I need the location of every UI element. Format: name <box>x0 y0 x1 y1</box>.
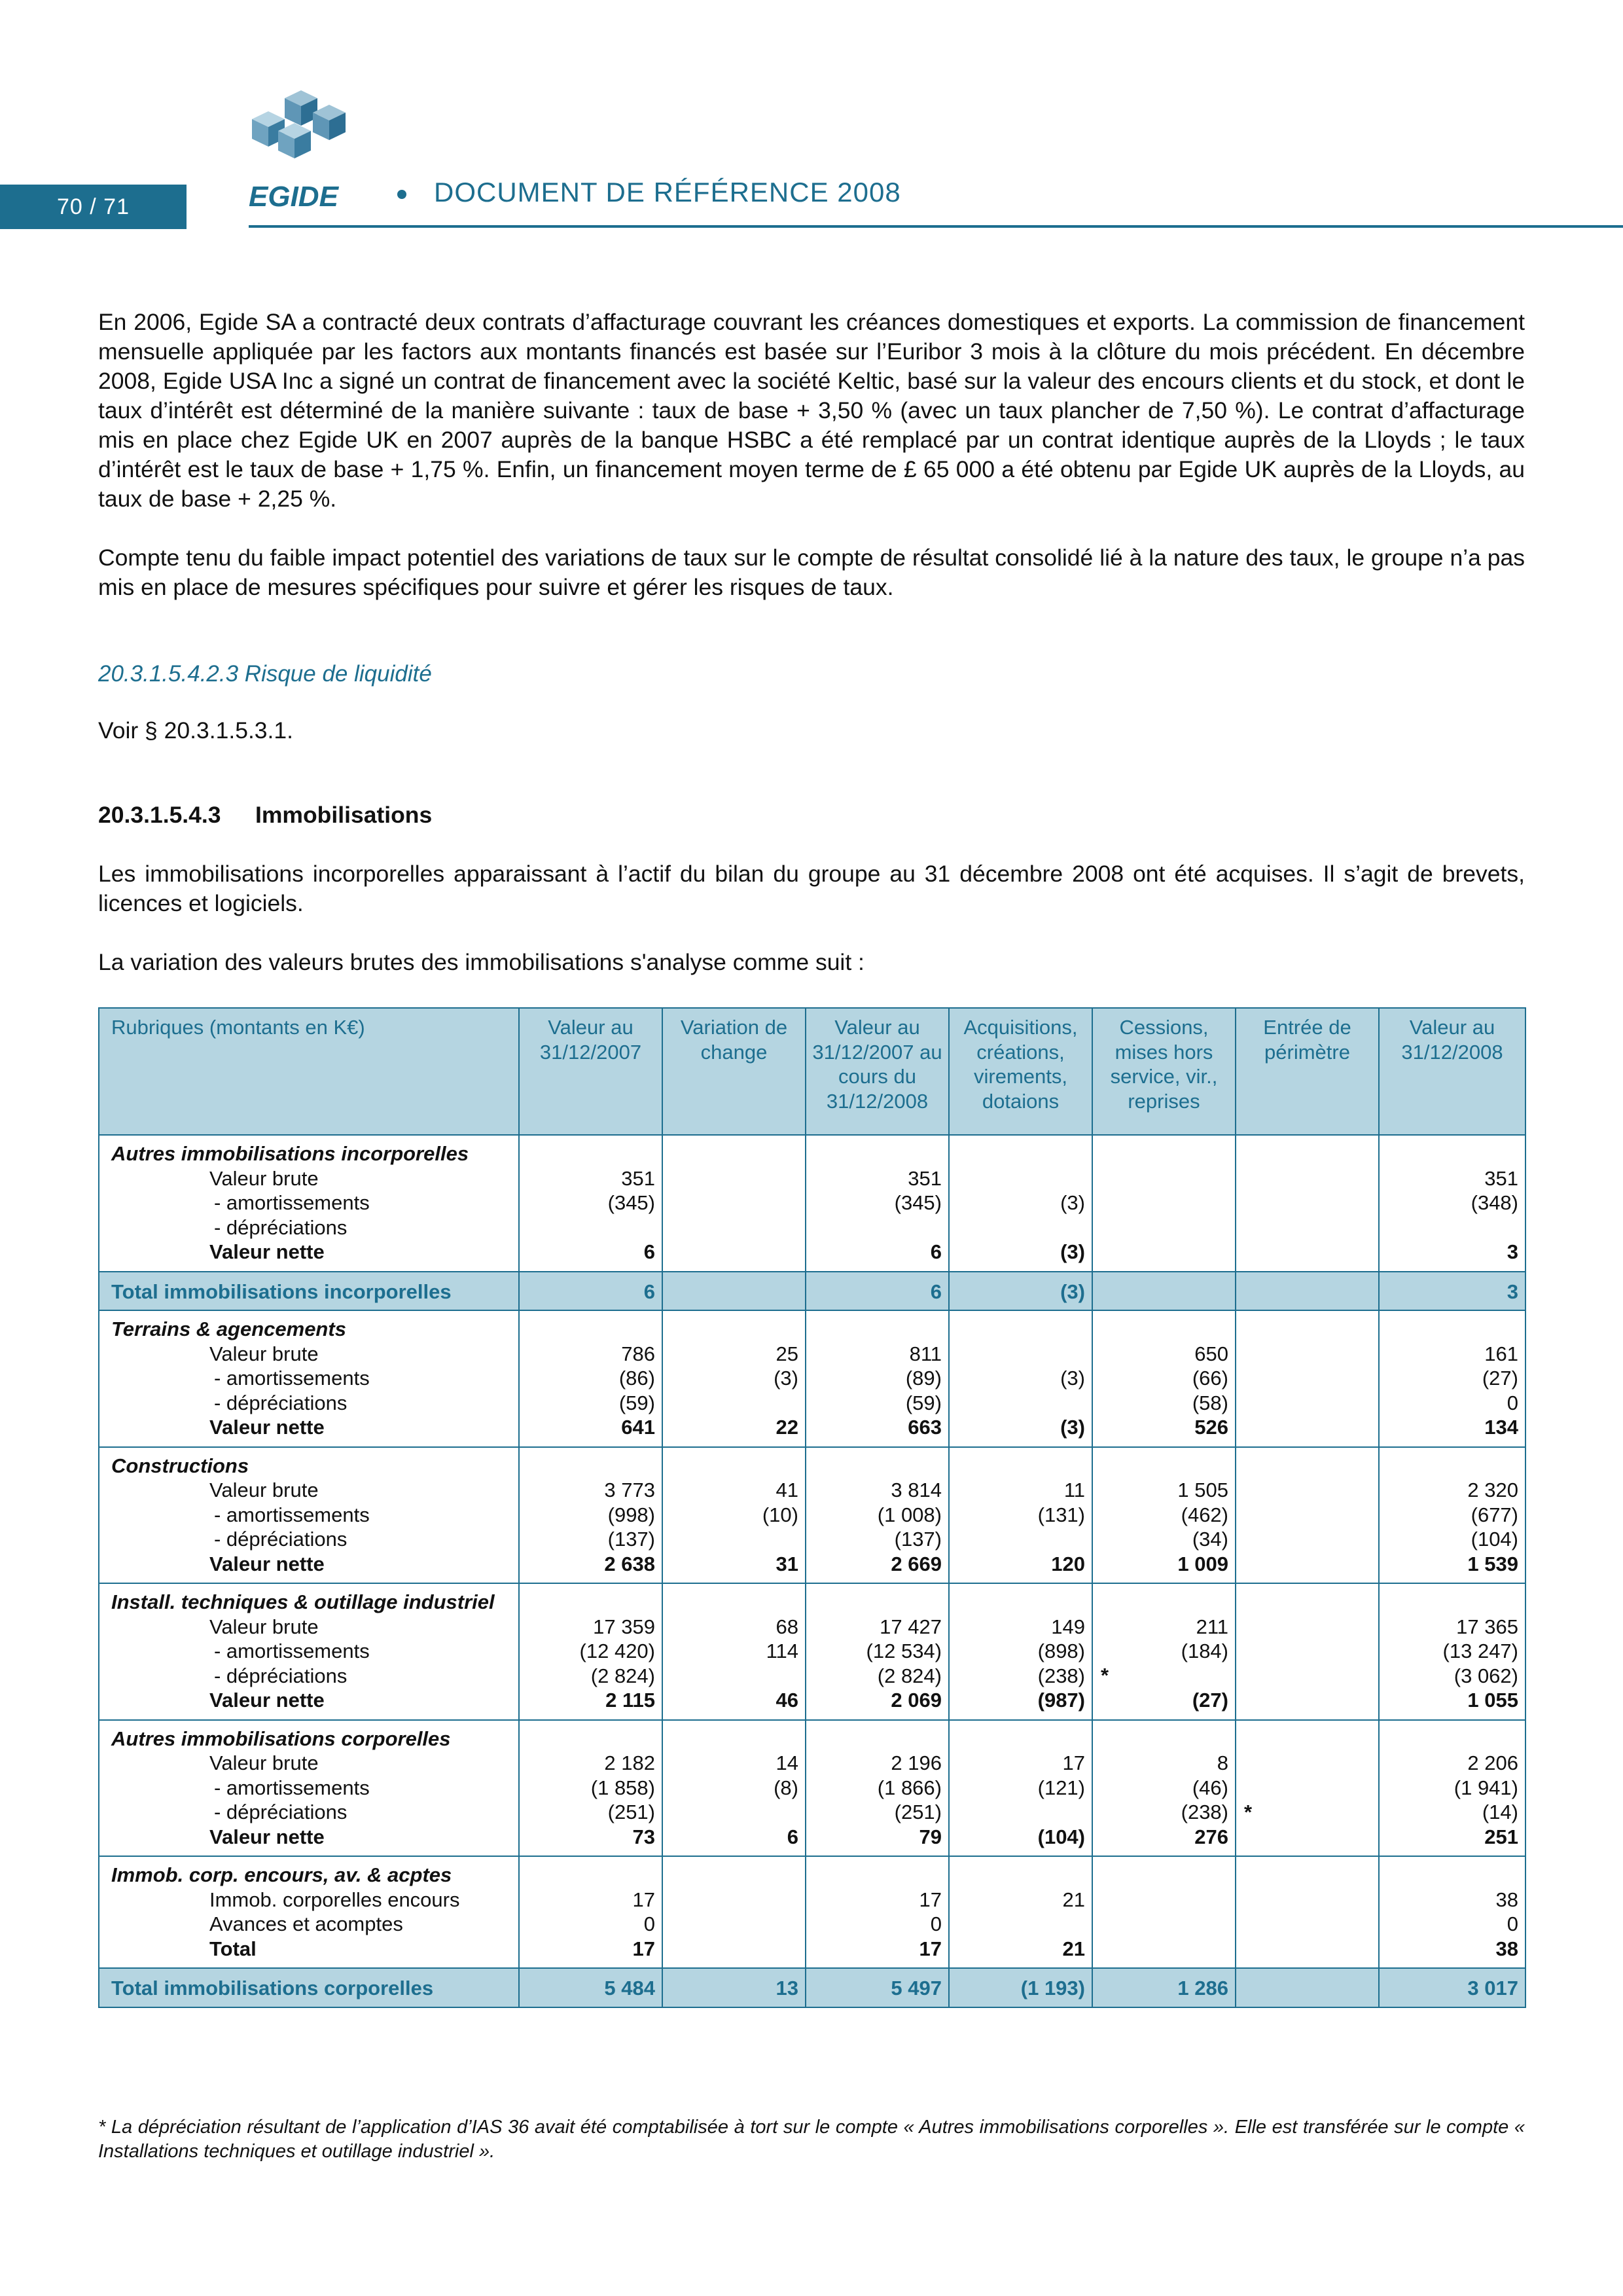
value-cell: * 211 (184) (27) <box>1092 1583 1236 1720</box>
total-label: Total immobilisations incorporelles <box>99 1272 519 1311</box>
total-value: 5 484 <box>519 1968 662 2007</box>
row-label-cell <box>99 1856 519 1968</box>
value-cell: 2 182 (1 858) (251) 73 <box>519 1720 662 1857</box>
total-value: (3) <box>949 1272 1092 1311</box>
value-cell: 3 773 (998) (137) 2 638 <box>519 1447 662 1584</box>
value-cell: 2 320 (677) (104) 1 539 <box>1379 1447 1525 1584</box>
value-cell: 17 0 17 <box>519 1856 662 1968</box>
total-value: 6 <box>806 1272 949 1311</box>
value-cell: 2 206 (1 941) (14) 251 <box>1379 1720 1525 1857</box>
column-header: Acquisitions, créations, virements, dotaions <box>949 1008 1092 1135</box>
column-header: Rubriques (montants en K€) <box>99 1008 519 1135</box>
column-header: Variation de change <box>662 1008 806 1135</box>
value-cell: 351 (345) 6 <box>806 1135 949 1272</box>
section-heading <box>98 802 1525 829</box>
value-cell <box>1092 1856 1236 1968</box>
header-rule <box>249 225 1623 228</box>
table-row <box>99 1447 1525 1584</box>
total-value: 13 <box>662 1968 806 2007</box>
row-label-cell <box>99 1310 519 1447</box>
total-value: (1 193) <box>949 1968 1092 2007</box>
value-cell <box>662 1856 806 1968</box>
value-cell <box>1236 1856 1379 1968</box>
value-cell: 25 (3) 22 <box>662 1310 806 1447</box>
paragraph-variation: La variation des valeurs brutes des immobilisations s'analyse comme suit : <box>98 949 865 975</box>
paragraph-affacturage: En 2006, Egide SA a contracté deux contrats d’affacturage couvrant les créances domestiques et exports. La commission de financement mensuelle appliquée par les factors aux montants financés est basée sur l’Euribor 3 mois à la clôture du mois précédent. En décembre 2008, Egide USA Inc a signé un contrat de financement avec la société Keltic, basé sur la valeur des encours clients et du stock, et dont le taux d’intérêt est déterminé de la manière suivante : taux de base + 3,50 % (avec un taux plancher de 7,50 %). Le contrat d’affacturage mis en place chez Egide UK en 2007 auprès de la banque HSBC a été remplacé par un contrat identique auprès de la Lloyds ; le taux d’intérêt est le taux de base + 1,75 %. Enfin, un financement moyen terme de £ 65 000 a été obtenu par Egide UK auprès de la Lloyds, au taux de base + 2,25 %. <box>98 309 1525 512</box>
line-label: Valeur nette <box>209 1416 325 1439</box>
value-cell: 161 (27) 0 134 <box>1379 1310 1525 1447</box>
value-cell <box>1236 1135 1379 1272</box>
value-cell: 11 (131) 120 <box>949 1447 1092 1584</box>
document-title: DOCUMENT DE RÉFÉRENCE 2008 <box>434 177 901 207</box>
line-label: - amortissements <box>214 1503 370 1526</box>
header-bullet <box>397 190 406 199</box>
line-label: Valeur nette <box>209 1689 325 1712</box>
value-cell: 8 (46) (238) 276 <box>1092 1720 1236 1857</box>
column-header: Cessions, mises hors service, vir., reprises <box>1092 1008 1236 1135</box>
table-row <box>99 1583 1525 1720</box>
line-label: - amortissements <box>214 1640 370 1662</box>
row-label-cell <box>99 1583 519 1720</box>
line-label: Avances et acomptes <box>209 1912 403 1935</box>
column-header: Valeur au 31/12/2008 <box>1379 1008 1525 1135</box>
group-title: Autres immobilisations corporelles <box>111 1727 451 1750</box>
value-cell <box>1092 1135 1236 1272</box>
group-title: Immob. corp. encours, av. & acptes <box>111 1863 452 1886</box>
value-cell: 17 365 (13 247) (3 062) 1 055 <box>1379 1583 1525 1720</box>
line-label: - amortissements <box>214 1367 370 1390</box>
total-value: 3 017 <box>1379 1968 1525 2007</box>
table-row <box>99 1310 1525 1447</box>
value-cell: 786 (86) (59) 641 <box>519 1310 662 1447</box>
line-label: Valeur nette <box>209 1552 325 1575</box>
value-cell <box>1236 1310 1379 1447</box>
line-label: Valeur brute <box>209 1751 319 1774</box>
line-label: - dépréciations <box>214 1391 348 1414</box>
logo-text: EGIDE <box>249 181 338 209</box>
page-content <box>98 308 1525 977</box>
table-row <box>99 1720 1525 1857</box>
line-label: - amortissements <box>214 1776 370 1799</box>
value-cell: 38 0 38 <box>1379 1856 1525 1968</box>
table-footnote: * La dépréciation résultant de l’application d’IAS 36 avait été comptabilisée à tort sur le compte « Autres immobilisations corporelles ». Elle est transférée sur le compte « Installations techniques et outillage industriel ». <box>98 2117 1525 2162</box>
line-label: Immob. corporelles encours <box>209 1888 460 1911</box>
footnote-marker: * <box>1101 1664 1109 1687</box>
line-label: - dépréciations <box>214 1664 348 1687</box>
section-number: 20.3.1.5.4.3 <box>98 802 221 828</box>
row-label-cell <box>99 1720 519 1857</box>
egide-logo <box>249 85 366 209</box>
value-cell: 650 (66) (58) 526 <box>1092 1310 1236 1447</box>
cross-reference: Voir § 20.3.1.5.3.1. <box>98 717 294 744</box>
table-header-row <box>99 1008 1525 1135</box>
value-cell: (3) (3) <box>949 1310 1092 1447</box>
value-cell: 351 (345) 6 <box>519 1135 662 1272</box>
line-label: Valeur brute <box>209 1479 319 1501</box>
column-header: Valeur au 31/12/2007 <box>519 1008 662 1135</box>
value-cell: 68 114 46 <box>662 1583 806 1720</box>
line-label: - dépréciations <box>214 1801 348 1823</box>
total-value <box>1092 1272 1236 1311</box>
line-label: - dépréciations <box>214 1528 348 1551</box>
line-label: Total <box>209 1937 257 1960</box>
group-title: Constructions <box>111 1454 249 1477</box>
total-value: 3 <box>1379 1272 1525 1311</box>
column-header: Entrée de périmètre <box>1236 1008 1379 1135</box>
value-cell <box>1236 1720 1379 1857</box>
paragraph-risque-taux: Compte tenu du faible impact potentiel des variations de taux sur le compte de résultat consolidé lié à la nature des taux, le groupe n’a pas mis en place de mesures spécifiques pour suivre et gérer les risques de taux. <box>98 545 1525 600</box>
group-title: Autres immobilisations incorporelles <box>111 1142 469 1165</box>
total-value <box>1236 1272 1379 1311</box>
total-value <box>1236 1968 1379 2007</box>
value-cell: 17 (121) (104) <box>949 1720 1092 1857</box>
value-cell: 3 814 (1 008) (137) 2 669 <box>806 1447 949 1584</box>
value-cell: 17 359 (12 420) (2 824) 2 115 <box>519 1583 662 1720</box>
immobilisations-table <box>98 1007 1526 2008</box>
line-label: Valeur brute <box>209 1166 319 1190</box>
value-cell: 21 21 <box>949 1856 1092 1968</box>
line-label: Valeur brute <box>209 1342 319 1365</box>
total-label: Total immobilisations corporelles <box>99 1968 519 2007</box>
value-cell: 1 505 (462) (34) 1 009 <box>1092 1447 1236 1584</box>
total-value: 1 286 <box>1092 1968 1236 2007</box>
column-header: Valeur au 31/12/2007 au cours du 31/12/2008 <box>806 1008 949 1135</box>
page-number: 70 / 71 <box>0 185 187 229</box>
value-cell: 2 196 (1 866) (251) 79 <box>806 1720 949 1857</box>
total-value <box>662 1272 806 1311</box>
table-row <box>99 1856 1525 1968</box>
value-cell: 17 0 17 <box>806 1856 949 1968</box>
value-cell <box>1236 1447 1379 1584</box>
group-title: Install. techniques & outillage industriel <box>111 1590 495 1613</box>
line-label: Valeur nette <box>209 1825 325 1848</box>
value-cell: (3) (3) <box>949 1135 1092 1272</box>
value-cell: 41 (10) 31 <box>662 1447 806 1584</box>
value-cell: 351 (348) 3 <box>1379 1135 1525 1272</box>
value-cell <box>1236 1583 1379 1720</box>
value-cell <box>662 1135 806 1272</box>
footnote-marker: * <box>1244 1800 1253 1823</box>
value-cell: 14 (8) 6 <box>662 1720 806 1857</box>
row-label-cell <box>99 1135 519 1272</box>
line-label: - amortissements <box>214 1191 370 1214</box>
value-cell: 149 (898) (238) (987) <box>949 1583 1092 1720</box>
table-row <box>99 1135 1525 1272</box>
total-row <box>99 1272 1525 1311</box>
paragraph-immobilisations: Les immobilisations incorporelles apparaissant à l’actif du bilan du groupe au 31 décembre 2008 ont été acquises. Il s’agit de brevets, licences et logiciels. <box>98 861 1525 916</box>
value-cell: 17 427 (12 534) (2 824) 2 069 <box>806 1583 949 1720</box>
line-label: Valeur nette <box>209 1240 325 1263</box>
group-title: Terrains & agencements <box>111 1318 346 1340</box>
total-value: 5 497 <box>806 1968 949 2007</box>
line-label: - dépréciations <box>214 1215 348 1239</box>
value-cell: 811 (89) (59) 663 <box>806 1310 949 1447</box>
line-label: Valeur brute <box>209 1615 319 1638</box>
row-label-cell <box>99 1447 519 1584</box>
section-title: Immobilisations <box>255 802 433 828</box>
total-value: 6 <box>519 1272 662 1311</box>
subheading-liquidite: 20.3.1.5.4.2.3 Risque de liquidité <box>98 661 432 687</box>
total-row <box>99 1968 1525 2007</box>
